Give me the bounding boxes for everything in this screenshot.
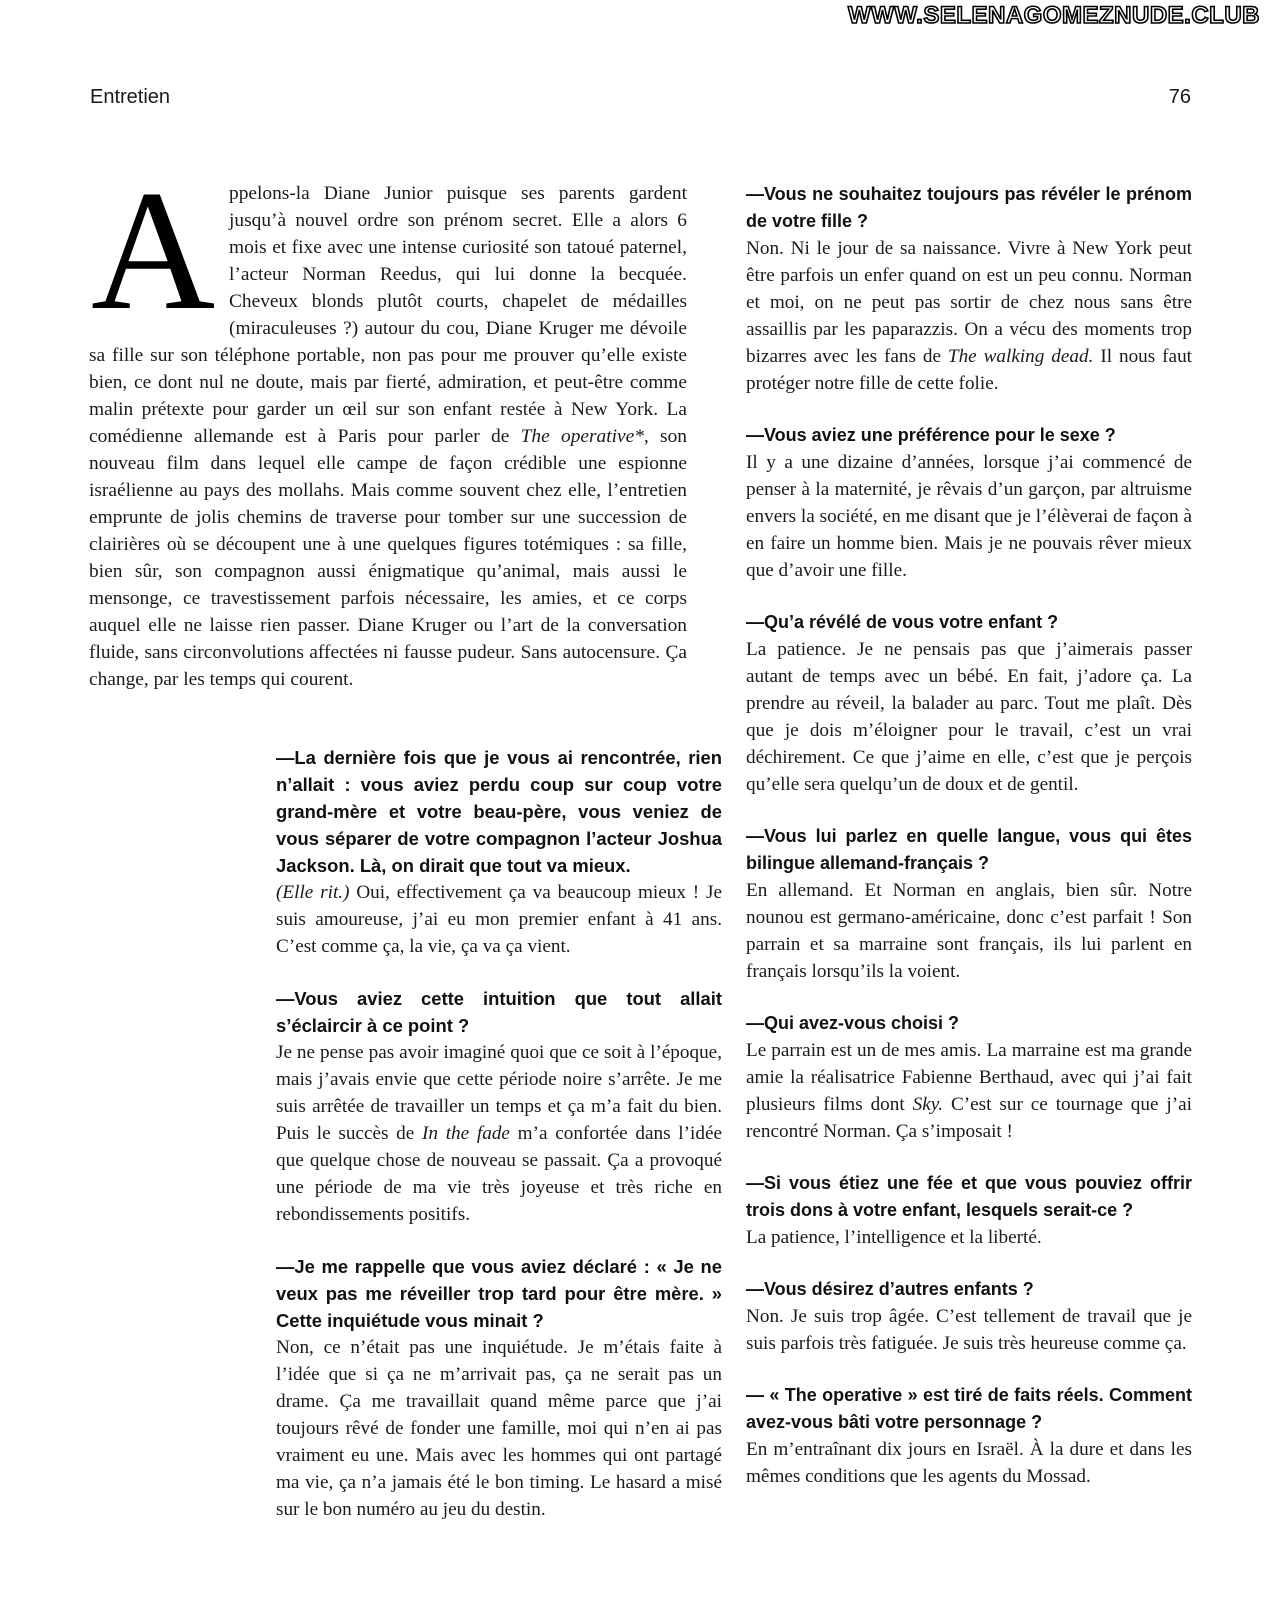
drop-cap: A bbox=[91, 156, 216, 346]
answer-text: Il nous faut protéger notre fille de cette folie. bbox=[746, 346, 1192, 394]
right-column bbox=[746, 181, 1192, 1515]
answer-italic: (Elle rit.) bbox=[276, 882, 350, 903]
qa-block bbox=[746, 1276, 1192, 1357]
watermark: WWW.SELENAGOMEZNUDE.CLUB bbox=[848, 2, 1260, 29]
question: —Vous ne souhaitez toujours pas révéler le prénom de votre fille ? bbox=[746, 184, 1192, 231]
answer-italic: The walking dead. bbox=[947, 346, 1094, 367]
answer: Non, ce n’était pas une inquiétude. Je m’étais faite à l’idée que si ça ne m’arrivait pas, ça ne serait pas un drame. Ça me travaillait quand même parce que j’ai toujours rêvé de fonder une famille, moi qui n’en ai pas vraiment eu une. Mais avec les hommes qui ont partagé ma vie, ça n’a jamais été le bon timing. Le hasard a misé sur le bon numéro au jeu du destin. bbox=[276, 1337, 722, 1520]
qa-block bbox=[746, 422, 1192, 584]
question: —Vous désirez d’autres enfants ? bbox=[746, 1279, 1034, 1299]
question: —Vous lui parlez en quelle langue, vous qui êtes bilingue allemand-français ? bbox=[746, 826, 1192, 873]
answer-italic: In the fade bbox=[422, 1123, 510, 1144]
answer-text: Je ne pense pas avoir imaginé quoi que ce soit à l’époque, mais j’avais envie que cette période noire s’arrête. Je me suis arrêtée de travailler un temps et ça m’a fait du bien. Puis le succès de bbox=[276, 1042, 722, 1144]
intro-text-1: ppelons-la Diane Junior puisque ses parents gardent jusqu’à nouvel ordre son prénom secret. Elle a alors 6 mois et fixe avec une intense curiosité son tatoué paternel, l’acteur Norman Reedus, qui lui donne la becquée. Cheveux blonds plutôt courts, chapelet de médailles (miraculeuses ?) autour du cou, Diane Kruger me dévoile sa fille sur son téléphone portable, non pas pour me prouver qu’elle existe bien, ce dont nul ne doute, mais par fierté, admiration, et peut-être comme malin prétexte pour garder un œil sur son enfant restée à New York. La comédienne allemande est à Paris pour parler de bbox=[89, 183, 687, 447]
section-label: Entretien bbox=[90, 86, 171, 108]
answer bbox=[746, 235, 1192, 397]
question: —Je me rappelle que vous aviez déclaré : « Je ne veux pas me réveiller trop tard pour être mère. » Cette inquiétude vous minait ? bbox=[276, 1256, 722, 1331]
answer-text: Oui, effectivement ça va beaucoup mieux ! Je suis amoureuse, j’ai eu mon premier enfant à 41 ans. C’est comme ça, la vie, ça va ça vient. bbox=[276, 882, 722, 957]
question: —Vous aviez une préférence pour le sexe ? bbox=[746, 425, 1116, 445]
page-number: 76 bbox=[1168, 86, 1191, 108]
question: —La dernière fois que je vous ai rencontrée, rien n’allait : vous aviez perdu coup sur coup votre grand-mère et votre beau-père, vous veniez de vous séparer de votre compagnon l’acteur Joshua Jackson. Là, on dirait que tout va mieux. bbox=[276, 747, 722, 876]
qa-block bbox=[746, 1382, 1192, 1490]
answer-text: C’est sur ce tournage que j’ai rencontré Norman. Ça s’imposait ! bbox=[746, 1094, 1192, 1142]
qa-block bbox=[276, 744, 722, 960]
answer: Non. Je suis trop âgée. C’est tellement de travail que je suis parfois très fatiguée. Je suis très heureuse comme ça. bbox=[746, 1306, 1192, 1354]
answer-text: Le parrain est un de mes amis. La marraine est ma grande amie la réalisatrice Fabienne Berthaud, avec qui j’ai fait plusieurs films dont bbox=[746, 1040, 1192, 1115]
intro-text-2: son nouveau film dans lequel elle campe de façon crédible une espionne israélienne au pays des mollahs. Mais comme souvent chez elle, l’entretien emprunte de jolis chemins de traverse pour tomber sur une succession de clairières où se découpent une à une quelques figures totémiques : sa fille, bien sûr, son compagnon aussi énigmatique qu’animal, mais aussi le mensonge, ce travestissement parfois nécessaire, les amies, et ce corps auquel elle ne laisse rien passer. Diane Kruger ou l’art de la conversation fluide, sans circonvolutions affectées ni fausse pudeur. Sans autocensure. Ça change, par les temps qui courent. bbox=[89, 426, 687, 690]
answer bbox=[276, 1039, 722, 1228]
question: —Qu’a révélé de vous votre enfant ? bbox=[746, 612, 1059, 632]
question: —Vous aviez cette intuition que tout allait s’éclaircir à ce point ? bbox=[276, 988, 722, 1036]
answer-italic: Sky. bbox=[912, 1094, 944, 1115]
answer: La patience. Je ne pensais pas que j’aimerais passer autant de temps avec un bébé. En fait, j’adore ça. La prendre au réveil, la balader au parc. Tout me plaît. Dès que je dois m’éloigner pour le travail, c’est un vrai déchirement. Ce que j’aime en elle, c’est que je perçois qu’elle sera quelqu’un de doux et de gentil. bbox=[746, 639, 1192, 795]
qa-block bbox=[276, 1253, 722, 1523]
qa-block bbox=[276, 985, 722, 1228]
middle-column bbox=[276, 744, 722, 1548]
answer: En allemand. Et Norman en anglais, bien sûr. Notre nounou est germano-américaine, donc c’est parfait ! Son parrain et sa marraine sont français, ils lui parlent en français lorsqu’ils la voient. bbox=[746, 880, 1192, 982]
qa-block bbox=[746, 823, 1192, 985]
question: —Si vous étiez une fée et que vous pouviez offrir trois dons à votre enfant, lesquels serait-ce ? bbox=[746, 1173, 1192, 1220]
question: — « The operative » est tiré de faits réels. Comment avez-vous bâti votre personnage ? bbox=[746, 1385, 1192, 1432]
answer bbox=[276, 879, 722, 960]
qa-block bbox=[746, 1010, 1192, 1145]
answer: En m’entraînant dix jours en Israël. À la dure et dans les mêmes conditions que les agents du Mossad. bbox=[746, 1439, 1192, 1487]
answer bbox=[746, 1037, 1192, 1145]
answer: La patience, l’intelligence et la liberté. bbox=[746, 1227, 1042, 1248]
intro-film-title: The operative*, bbox=[520, 426, 649, 447]
answer: Il y a une dizaine d’années, lorsque j’ai commencé de penser à la maternité, je rêvais d’un garçon, par altruisme envers la société, en me disant que je l’élèverai de façon à en faire un homme bien. Mais je ne pouvais rêver mieux que d’avoir une fille. bbox=[746, 452, 1192, 581]
answer-text: m’a confortée dans l’idée que quelque chose de nouveau se passait. Ça a provoqué une période de ma vie très joyeuse et très riche en rebondissements positifs. bbox=[276, 1123, 722, 1225]
qa-block bbox=[746, 609, 1192, 798]
qa-block bbox=[746, 1170, 1192, 1251]
question: —Qui avez-vous choisi ? bbox=[746, 1013, 960, 1033]
answer-text: Non. Ni le jour de sa naissance. Vivre à New York peut être parfois un enfer quand on est un peu connu. Norman et moi, on ne peut pas sortir de chez nous sans être assaillis par les paparazzis. On a vécu des moments trop bizarres avec les fans de bbox=[746, 238, 1192, 367]
intro-paragraph bbox=[89, 156, 687, 693]
qa-block bbox=[746, 181, 1192, 397]
